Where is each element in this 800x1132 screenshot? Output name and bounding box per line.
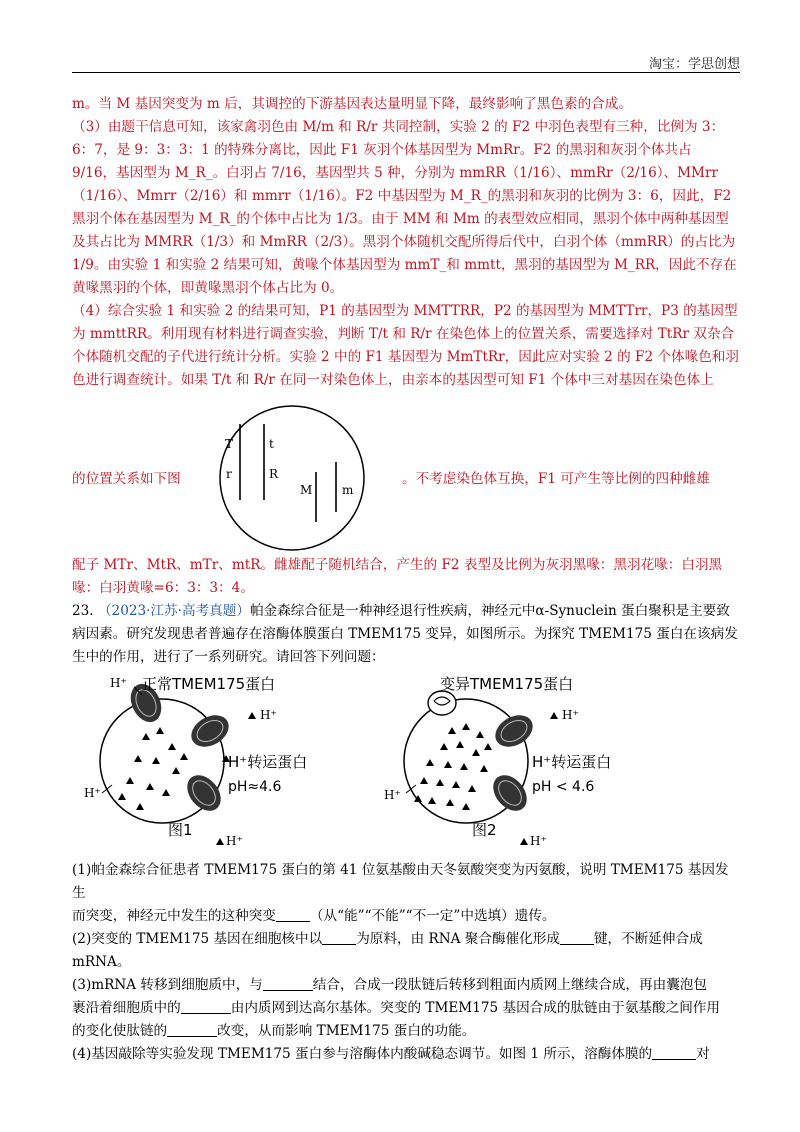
- answer-part4-end: 配子 MTr、MtR、mTr、mtR。雌雄配子随机结合，产生的 F2 表型及比例为灰羽黑喙：黑羽花喙：白羽黑喙：白羽黄喙=6：3：3：4。: [72, 557, 723, 596]
- question-1-line1: (1)帕金森综合征患者 TMEM175 蛋白的第 41 位氨基酸由天冬氨酸突变为丙氨酸，说明 TMEM175 基因发生: [72, 862, 729, 901]
- answer-blank[interactable]: [167, 1022, 217, 1037]
- question-3-line2: 裹沿着细胞质中的 由内质网到达高尔基体。突变的 TMEM175 基因合成的肽链由于氨基酸之间作用: [72, 1000, 720, 1016]
- mutant-protein: [428, 691, 456, 715]
- answer-blank[interactable]: [322, 930, 356, 945]
- answer-blank[interactable]: [652, 1045, 696, 1060]
- answer-line1: m。当 M 基因突变为 m 后，其调控的下游基因表达量明显下降，最终影响了黑色素的合成。: [72, 96, 632, 112]
- question-source: （2023·江苏·高考真题）: [97, 603, 250, 619]
- page-header: 淘宝：学思创想: [648, 57, 740, 72]
- question-4-line1: (4)基因敲除等实验发现 TMEM175 蛋白参与溶酶体内酸碱稳态调节。如图 1 所示，溶酶体膜的 对: [72, 1046, 710, 1062]
- h-ion-label: H⁺: [562, 708, 579, 722]
- answer-part4: （4）综合实验 1 和实验 2 的结果可知，P1 的基因型为 MMTTRR，P2 的基因型为 MMTTrr，P3 的基因型为 mmttRR。利用现有材料进行调查实验，判断 T/t 和 R/r 在染色体上的位置关系，需要选择对 TtRr 双杂合个体随机交配的子代进行统计分析。实验 2 中的 F1 基因型为 MmTtRr，因此应对实验 2 的 F2 个体喙色和羽色进行调查统计。如果 T/t 和 R/r 在同一对染色体上，由亲本的基因型可知 F1 个体中三对基因在染色体上: [72, 303, 739, 388]
- allele-M-label: M: [300, 483, 313, 497]
- figure-2-mutant: [368, 673, 668, 853]
- header-rule: [72, 72, 740, 73]
- h-ion-label: H⁺: [84, 786, 101, 800]
- question-stem-text: 帕金森综合征是一种神经退行性疾病，神经元中α-Synuclein 蛋白聚积是主要致病因素。研究发现患者普遍存在溶酶体膜蛋白 TMEM175 变异，如图所示。为探究 TMEM175 蛋白在该病发生中的作用，进行了一系列研究。请回答下列问题：: [72, 603, 738, 665]
- lysosome-figures: [72, 673, 740, 853]
- question-3-line1: (3)mRNA 转移到细胞质中，与 结合，合成一段肽链后转移到粗面内质网上继续合成，再由囊泡包: [72, 977, 707, 993]
- chromosome-diagram: [192, 402, 392, 552]
- question-2-line1: (2)突变的 TMEM175 基因在细胞核中以 为原料，由 RNA 聚合酶催化形成 键，不断延伸合成: [72, 931, 703, 947]
- allele-R-label: R: [269, 467, 279, 481]
- answer-blank[interactable]: [560, 930, 594, 945]
- figure-1-normal: [76, 673, 336, 853]
- answer-blank[interactable]: [276, 907, 310, 922]
- figure-lead-text: 的位置关系如下图: [72, 471, 181, 487]
- h-ion-label: H⁺: [260, 708, 277, 722]
- figure-trail-text: 。不考虑染色体互换，F1 可产生等比例的四种雌雄: [402, 471, 710, 487]
- figure-2-caption: 图2: [472, 821, 497, 839]
- answer-blank[interactable]: [181, 999, 231, 1014]
- question-2-line2: mRNA。: [72, 954, 131, 970]
- answer-blank[interactable]: [263, 976, 313, 991]
- question-3-line3: 的变化使肽链的 改变，从而影响 TMEM175 蛋白的功能。: [72, 1023, 476, 1039]
- allele-r-label: r: [226, 467, 232, 481]
- h-ion-label: H⁺: [110, 676, 127, 690]
- h-ion-label: H⁺: [226, 834, 243, 848]
- allele-t-label: t: [269, 437, 274, 451]
- document-body: [72, 93, 740, 1066]
- answer-part3: （3）由题干信息可知，该家禽羽色由 M/m 和 R/r 共同控制，实验 2 的 F2 中羽色表型有三种，比例为 3：6：7，是 9：3：3：1 的特殊分离比，因此 F1 灰羽个体基因型为 MmRr。F2 的黑羽和灰羽个体共占 9/16，基因型为 M_R_。白羽占 7/16，基因型共 5 种，分别为 mmRR（1/16）、mmRr（2/16）、MMrr（1/16）、Mmrr（2/16）和 mmrr（1/16）。F2 中基因型为 M_R_的黑羽和灰羽的比例为 3：6，因此，F2 黑羽个体在基因型为 M_R_的个体中占比为 1/3。由于 MM 和 Mm 的表型效应相同，黑羽个体中两种基因型及其占比为 MMRR（1/3）和 MmRR（2/3）。黑羽个体随机交配所得后代中，白羽个体（mmRR）的占比为 1/9。由实验 1 和实验 2 结果可知，黄喙个体基因型为 mmT_和 mmtt，黑羽的基因型为 M_RR，因此不存在黄喙黑羽的个体，即黄喙黑羽个体占比为 0。: [72, 119, 740, 296]
- ph-label: pH < 4.6: [532, 779, 595, 795]
- allele-T-label: T: [225, 437, 234, 451]
- figure-1-title: 正常TMEM175蛋白: [142, 675, 276, 693]
- h-ion-label: H⁺: [530, 834, 547, 848]
- transporter-protein: [490, 709, 539, 753]
- question-number: 23.: [72, 603, 94, 619]
- figure-2-title: 变异TMEM175蛋白: [440, 675, 574, 693]
- chromosome-figure-row: [72, 402, 740, 552]
- transporter-protein: [180, 769, 227, 818]
- h-ion-label: H⁺: [384, 788, 401, 802]
- ph-label: pH≈4.6: [228, 779, 282, 795]
- transporter-protein: [186, 709, 235, 753]
- question-23-stem: [72, 600, 740, 669]
- allele-m-label: m: [342, 483, 354, 497]
- question-1-line2: 而突变，神经元中发生的这种突变 （从“能”“不能”“不一定”中选填）遗传。: [72, 908, 556, 924]
- figure-1-caption: 图1: [168, 821, 193, 839]
- cell-circle: [220, 406, 364, 550]
- transporter-label: H⁺转运蛋白: [532, 753, 612, 771]
- transporter-label: H⁺转运蛋白: [228, 753, 308, 771]
